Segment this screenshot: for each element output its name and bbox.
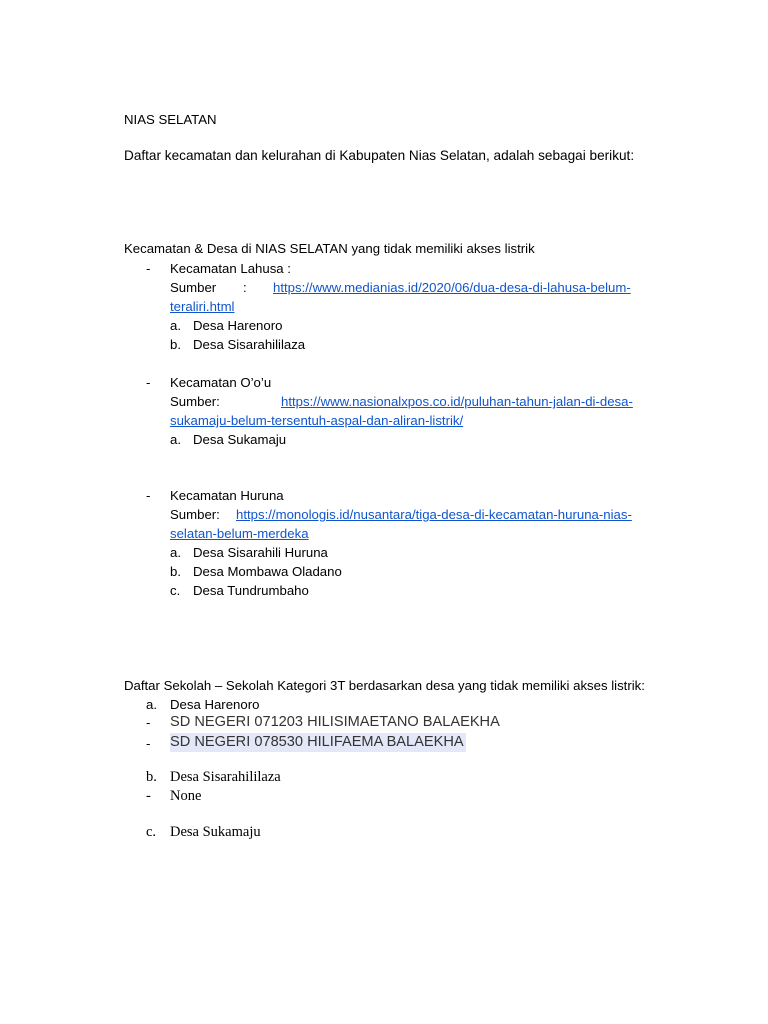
source-label: Sumber: bbox=[170, 507, 220, 522]
desa-name: Desa Sisarahili Huruna bbox=[193, 545, 328, 560]
desa-name: Desa Harenoro bbox=[193, 318, 283, 333]
school-name-highlighted: SD NEGERI 078530 HILIFAEMA BALAEKHA bbox=[170, 734, 464, 750]
bullet: - bbox=[146, 736, 151, 751]
school-name: None bbox=[170, 788, 202, 804]
source-link-continued[interactable]: selatan-belum-merdeka bbox=[170, 526, 309, 541]
intro-paragraph: Daftar kecamatan dan kelurahan di Kabupaten Nias Selatan, adalah sebagai berikut: bbox=[124, 148, 635, 163]
desa-marker: c. bbox=[170, 583, 181, 598]
desa-marker: b. bbox=[170, 564, 181, 579]
desa-name: Desa Sukamaju bbox=[170, 824, 261, 840]
desa-marker: b. bbox=[146, 769, 157, 785]
bullet: - bbox=[146, 375, 151, 390]
desa-name: Desa Sukamaju bbox=[193, 432, 287, 447]
source-link[interactable]: https://www.medianias.id/2020/06/dua-desa-di-lahusa-belum- bbox=[273, 280, 631, 295]
source-link[interactable]: https://www.nasionalxpos.co.id/puluhan-tahun-jalan-di-desa- bbox=[281, 394, 633, 409]
desa-name: Desa Mombawa Oladano bbox=[193, 564, 342, 579]
desa-name: Desa Sisarahililaza bbox=[170, 769, 281, 785]
desa-name: Desa Tundrumbaho bbox=[193, 583, 309, 598]
school-name: SD NEGERI 071203 HILISIMAETANO BALAEKHA bbox=[170, 714, 500, 730]
bullet: - bbox=[146, 261, 151, 276]
desa-marker: a. bbox=[170, 432, 181, 447]
desa-marker: c. bbox=[146, 824, 157, 840]
source-label: Sumber: bbox=[170, 394, 220, 409]
kecamatan-name: Kecamatan Huruna bbox=[170, 488, 284, 503]
bullet: - bbox=[146, 488, 151, 503]
source-link-continued[interactable]: teraliri.html bbox=[170, 299, 235, 314]
bullet: - bbox=[146, 715, 151, 730]
source-colon: : bbox=[243, 280, 247, 295]
desa-marker: a. bbox=[170, 318, 181, 333]
desa-name: Desa Sisarahililaza bbox=[193, 337, 306, 352]
desa-name: Desa Harenoro bbox=[170, 697, 260, 712]
source-link[interactable]: https://monologis.id/nusantara/tiga-desa-di-kecamatan-huruna-nias- bbox=[236, 507, 632, 522]
desa-marker: a. bbox=[170, 545, 181, 560]
kecamatan-name: Kecamatan O’o’u bbox=[170, 375, 272, 390]
kecamatan-name: Kecamatan Lahusa : bbox=[170, 261, 291, 276]
source-label: Sumber bbox=[170, 280, 217, 295]
page-heading: NIAS SELATAN bbox=[124, 112, 217, 127]
section2-title: Daftar Sekolah – Sekolah Kategori 3T berdasarkan desa yang tidak memiliki akses listrik: bbox=[124, 678, 645, 693]
desa-marker: b. bbox=[170, 337, 181, 352]
section1-title: Kecamatan & Desa di NIAS SELATAN yang tidak memiliki akses listrik bbox=[124, 241, 535, 256]
desa-marker: a. bbox=[146, 697, 157, 712]
bullet: - bbox=[146, 788, 151, 804]
source-link-continued[interactable]: sukamaju-belum-tersentuh-aspal-dan-aliran-listrik/ bbox=[170, 413, 464, 428]
